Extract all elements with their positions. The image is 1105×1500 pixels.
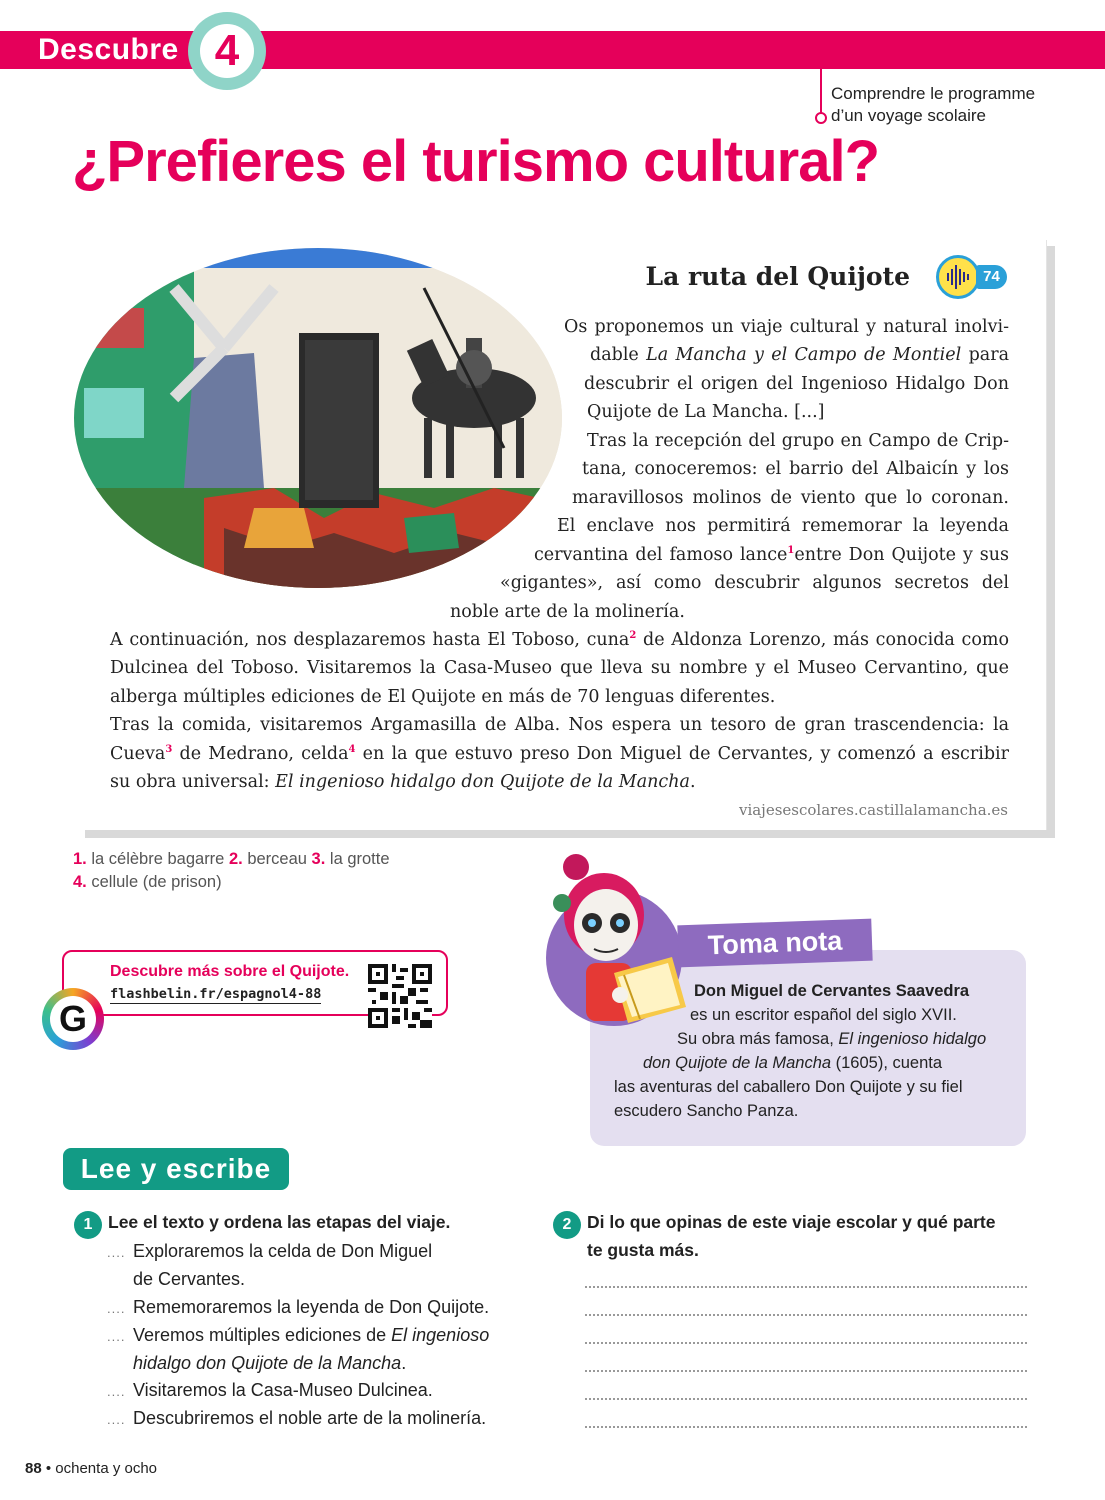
quijote-mural-photo [74,248,562,588]
answer-line[interactable] [585,1286,1027,1288]
footnote-text: berceau [247,850,307,868]
article-p2-line5 [534,541,1009,570]
digital-resource-title: Descubre más sobre el Quijote. [110,963,350,980]
exercise-1-item-2[interactable] [107,1293,489,1323]
item-emphasis: El ingenioso [391,1325,490,1345]
footnote-ref-4: 4 [348,744,356,756]
page-number: 88 [25,1460,42,1477]
footnote-num: 2. [228,850,243,868]
article-p1-line4: Quijote de La Mancha. [...] [587,402,825,422]
objective-line [820,69,822,115]
text-fragment: de Medrano, celda [172,744,349,764]
audio-track-number: 74 [976,265,1007,289]
text-fragment: A continuación, nos desplazaremos hasta El Toboso, cuna [110,630,630,650]
footnote-num: 1. [73,850,87,868]
objective-dot [815,112,827,124]
exercise-1-item-1[interactable] [107,1237,432,1267]
page-title: ¿Prefieres el turismo cultural? [72,129,880,194]
exercise-1-item-3[interactable] [107,1321,489,1351]
footnote-text: cellule (de prison) [91,873,222,891]
flashbelin-logo-letter: G [58,998,87,1039]
exercise-1-item-1-cont: de Cervantes. [133,1269,246,1289]
article-p2-line7: noble arte de la molinería. [450,602,685,622]
article-source: viajesescolares.castillalamancha.es [738,801,1008,819]
article-p2-line4: El enclave nos permitirá rememorar la leyenda [557,516,1009,536]
audio-wave-icon [939,258,977,296]
qr-code-icon[interactable] [368,964,432,1028]
answer-blank[interactable]: .... [107,1245,126,1260]
article-p2-line2: tana, conoceremos: el barrio del Albaicín y los [582,459,1009,479]
footnote-ref-2: 2 [629,630,637,642]
article-p2-line6: «gigantes», así como descubrir algunos secretos del [500,573,1009,593]
exercise-1-prompt: Lee el texto y ordena las etapas del viaje. [108,1212,451,1232]
article-p2-line3: maravillosos molinos de viento que lo coronan. [572,488,1009,508]
exercise-1-item-3-cont [133,1349,406,1377]
article-p4-line1: Tras la comida, visitaremos Argamasilla de Alba. Nos espera un tesoro de gran trascendencia: la [110,715,1009,735]
toma-nota-line2: es un escritor español del siglo XVII. [690,1006,957,1024]
answer-line[interactable] [585,1398,1027,1400]
text-emphasis: don Quijote de la Mancha [643,1054,832,1072]
exercise-1-item-4[interactable] [107,1376,433,1406]
text-fragment: su obra universal: [110,772,276,792]
text-fragment: en la que estuvo preso Don Miguel de Cervantes, y comenzó a escribir [355,744,1009,764]
text-fragment: para [961,345,1010,365]
digital-resource-link[interactable]: flashbelin.fr/espagnol4-88 [110,986,322,1002]
answer-line[interactable] [585,1342,1027,1344]
exercise-2-number: 2 [553,1211,581,1239]
text-fragment: (1605), cuenta [831,1054,943,1072]
footnote-ref-3: 3 [165,744,173,756]
text-fragment: cervantina del famoso lance [534,545,788,565]
item-text: . [401,1353,407,1373]
mural-illustration [74,248,562,588]
section-label: Descubre [38,33,179,66]
page-footer: 88 • ochenta y ocho [25,1460,158,1477]
toma-nota-line5: las aventuras del caballero Don Quijote y su fiel [614,1078,963,1096]
article-p2-line1: Tras la recepción del grupo en Campo de Crip- [587,431,1009,451]
article-p4-line2 [110,740,1009,769]
item-text: Descubriremos el noble arte de la molinería. [133,1408,487,1428]
text-emphasis: El ingenioso hidalgo [838,1030,987,1048]
text-fragment: entre Don Quijote y sus [794,545,1009,565]
item-text: Exploraremos la celda de Don Miguel [133,1241,433,1261]
footnote-num: 4. [73,873,87,891]
item-text: Visitaremos la Casa-Museo Dulcinea. [133,1380,433,1400]
article-p1-line3: descubrir el origen del Ingenioso Hidalgo Don [584,374,1009,394]
exercise-2-prompt-line2: te gusta más. [587,1240,699,1260]
item-text: Veremos múltiples ediciones de [133,1325,392,1345]
text-fragment: Cueva [110,744,166,764]
footnotes-line1 [73,848,390,871]
answer-blank[interactable]: .... [107,1301,126,1316]
text-emphasis: El ingenioso hidalgo don Quijote de la Mancha [275,772,690,792]
answer-line[interactable] [585,1314,1027,1316]
toma-nota-line4 [643,1051,942,1075]
footnote-text: la grotte [329,850,390,868]
item-emphasis: hidalgo don Quijote de la Mancha [133,1353,402,1373]
exercise-1-number: 1 [74,1211,102,1239]
objective-line2: d’un voyage scolaire [831,106,986,125]
footnote-ref-1: 1 [787,545,795,557]
text-fragment: dable [590,345,647,365]
article-p1-line1: Os proponemos un viaje cultural y natural inolvi- [564,317,1009,337]
article-p4-line3 [110,768,696,797]
article-p3-line2: Dulcinea del Toboso. Visitaremos la Casa-Museo que lleva su nombre y el Museo Cervantino, que [110,658,1009,678]
audio-icon[interactable] [936,255,980,299]
footnote-num: 3. [311,850,326,868]
toma-nota-label: Toma nota [677,919,872,968]
text-emphasis: La Mancha y el Campo de Montiel [646,345,962,365]
article-p1-line2 [590,341,1009,370]
text-fragment: de Aldonza Lorenzo, más conocida como [636,630,1009,650]
article-p3-line3: alberga múltiples ediciones de El Quijote en más de 70 lenguas diferentes. [110,687,776,707]
article-heading: La ruta del Quijote [645,262,910,291]
page-number-words: ochenta y ocho [55,1460,158,1477]
unit-number: 4 [214,26,240,75]
objective-text [831,83,1035,127]
footnotes [73,848,390,894]
exercise-1-item-5[interactable] [107,1404,486,1434]
answer-blank[interactable]: .... [107,1412,126,1427]
toma-nota-name: Don Miguel de Cervantes Saavedra [694,982,970,1000]
answer-line[interactable] [585,1370,1027,1372]
answer-blank[interactable]: .... [107,1329,126,1344]
item-text: Rememoraremos la leyenda de Don Quijote. [133,1297,490,1317]
answer-line[interactable] [585,1426,1027,1428]
answer-blank[interactable]: .... [107,1384,126,1399]
footnote-text: la célèbre bagarre [91,850,225,868]
exercise-2-prompt-line1: Di lo que opinas de este viaje escolar y qué parte [587,1212,996,1232]
text-fragment: . [689,772,696,792]
toma-nota-line6: escudero Sancho Panza. [614,1102,799,1120]
section-tab-lee-y-escribe: Lee y escribe [63,1148,289,1190]
footnotes-line2 [73,871,390,894]
text-fragment: Su obra más famosa, [677,1030,839,1048]
toma-nota-line3 [677,1027,986,1051]
objective-line1: Comprendre le programme [831,84,1036,103]
article-p3-line1 [110,626,1009,655]
